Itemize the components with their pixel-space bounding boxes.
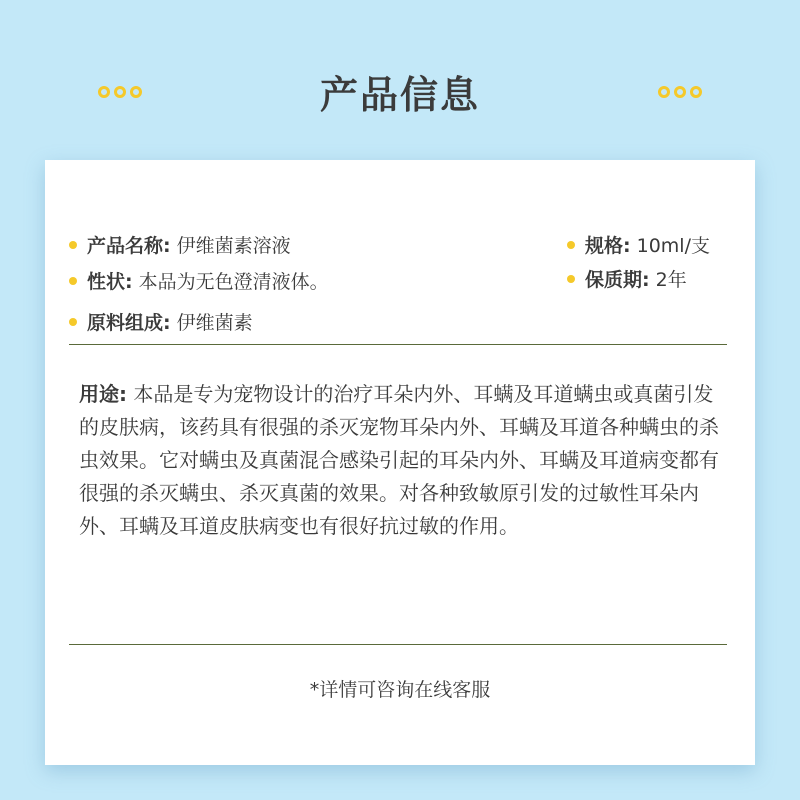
spec-value: 伊维菌素溶液 [176,235,291,257]
spec-label: 产品名称: [87,235,171,257]
usage-text: 本品是专为宠物设计的治疗耳朵内外、耳螨及耳道螨虫或真菌引发的皮肤病，该药具有很强的杀灭宠物耳朵内外、耳螨及耳道各种螨虫的杀虫效果。它对螨虫及真菌混合感染引起的耳朵内外、耳螨及耳道病变都有很强的杀灭螨虫、杀灭真菌的效果。对各种致敏原引发的过敏性耳朵内外、耳螨及耳道皮肤病变也有很好抗过敏的作用。 [79,382,719,538]
bullet-icon [567,241,575,249]
spec-label: 规格: [585,235,631,257]
spec-label: 保质期: [585,269,650,291]
spec-ingredients [69,308,253,335]
divider-top [69,344,727,345]
usage-paragraph [79,378,731,543]
spec-size [567,231,710,258]
bullet-icon [567,275,575,283]
decorative-dots-right [658,86,702,98]
spec-label: 原料组成: [87,312,171,334]
spec-value: 10ml/支 [636,235,710,257]
spec-value: 2年 [655,269,687,291]
bullet-icon [69,277,77,285]
circle-icon [690,86,702,98]
page-title: 产品信息 [319,73,480,117]
spec-value: 本品为无色澄清液体。 [138,271,329,293]
info-card [45,160,755,765]
footer-note: *详情可咨询在线客服 [309,679,491,701]
bullet-icon [69,241,77,249]
header [0,60,800,120]
circle-icon [674,86,686,98]
spec-label: 性状: [87,271,133,293]
usage-label: 用途: [79,382,127,406]
spec-product-name [69,231,291,258]
circle-icon [658,86,670,98]
bullet-icon [69,318,77,326]
spec-appearance [69,267,329,294]
spec-shelf-life [567,265,687,292]
divider-bottom [69,644,727,645]
spec-value: 伊维菌素 [176,312,253,334]
